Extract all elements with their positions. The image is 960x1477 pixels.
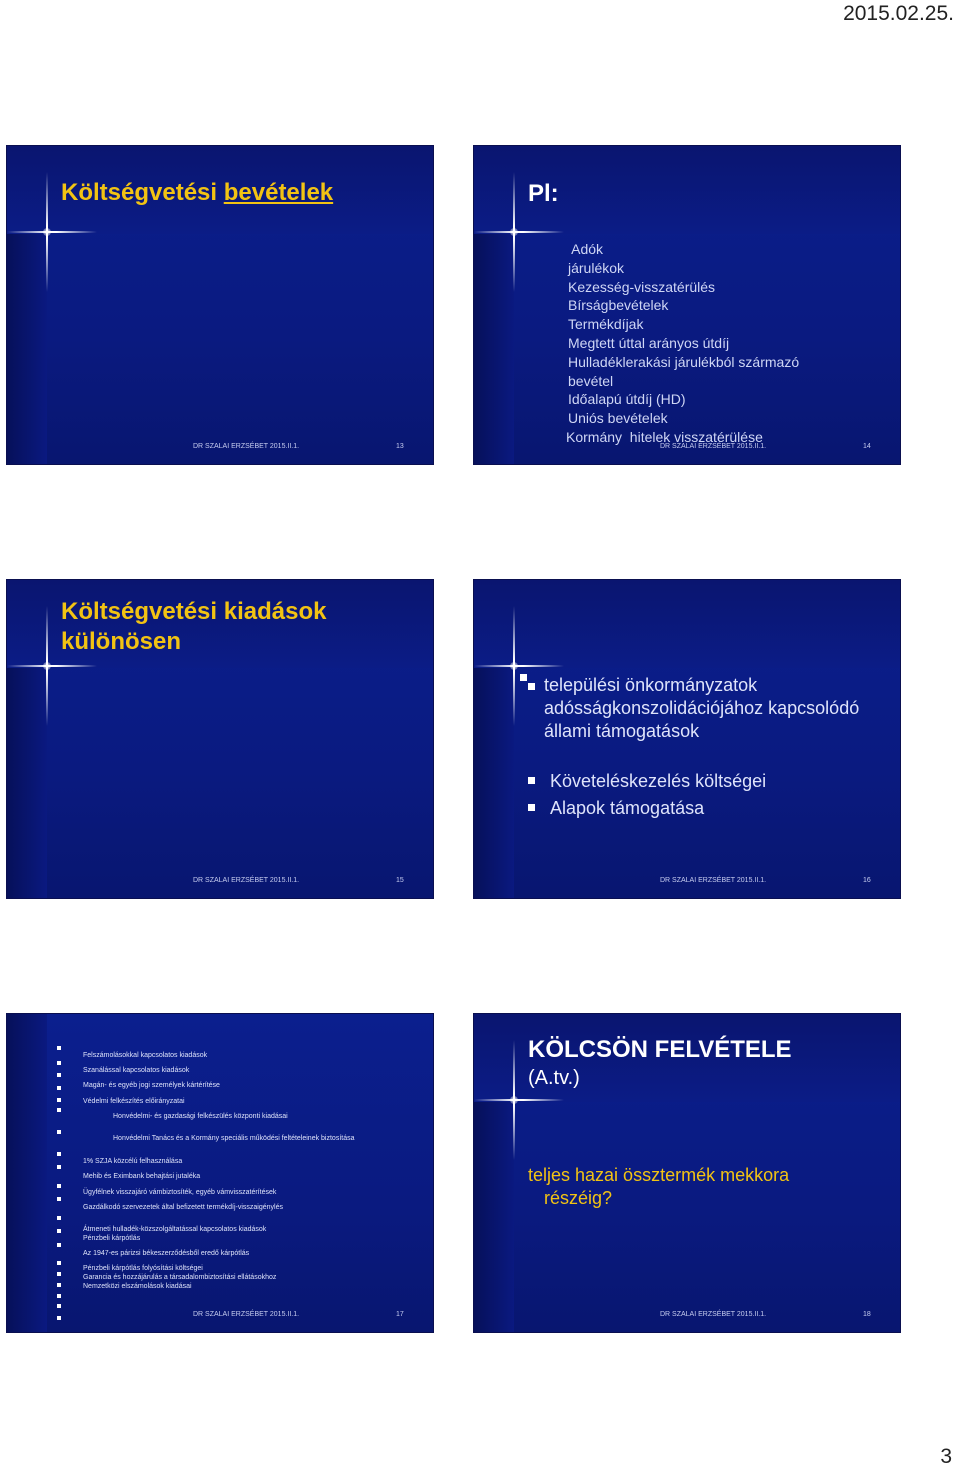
slide-number: 17 <box>396 1311 404 1318</box>
title-line: különösen <box>61 628 182 655</box>
bullet-icon <box>57 1283 61 1287</box>
bullet-icon <box>57 1197 61 1201</box>
bullet-icon <box>528 777 535 784</box>
list-item: Nemzetközi elszámolások kiadásai <box>83 1283 192 1290</box>
slide-author: DR SZALAI ERZSÉBET 2015.II.1. <box>193 1311 300 1318</box>
list-item: Magán- és egyéb jogi személyek kártérítése <box>83 1082 220 1089</box>
list-item: Gazdálkodó szervezetek által befizetett termékdíj-visszaigénylés <box>83 1204 283 1211</box>
slide-title <box>61 597 326 657</box>
list-item-text: adósságkonszolidációjához kapcsolódó <box>544 698 860 718</box>
list-item: Időalapú útdíj (HD) <box>568 391 686 408</box>
list-item: Adók <box>568 241 604 257</box>
slide-author: DR SZALAI ERZSÉBET 2015.II.1. <box>660 1311 767 1318</box>
sparkle-icon <box>43 228 51 236</box>
slide-title: KÖLCSÖN FELVÉTELE <box>528 1036 792 1063</box>
sparkle-icon <box>474 231 564 233</box>
slide-author: DR SZALAI ERZSÉBET 2015.II.1. <box>193 443 300 450</box>
list-item: Kezesség-visszatérülés <box>568 278 716 295</box>
list-item: járulékok <box>568 259 625 276</box>
bullet-icon <box>57 1294 61 1298</box>
sparkle-icon <box>474 1099 564 1101</box>
sparkle-icon <box>7 665 97 667</box>
list-item: bevétel <box>568 372 614 389</box>
bullet-icon <box>528 804 535 811</box>
slide-number: 18 <box>863 1311 871 1318</box>
list-item: Pénzbeli kárpótlás folyósítási költségei <box>83 1265 203 1272</box>
slide-author: DR SZALAI ERZSÉBET 2015.II.1. <box>193 877 300 884</box>
list-item <box>528 771 767 792</box>
list-item: Felszámolásokkal kapcsolatos kiadások <box>83 1052 208 1059</box>
list-item: Megtett úttal arányos útdíj <box>568 334 730 351</box>
bullet-icon <box>57 1165 61 1169</box>
title-link-text: bevételek <box>223 179 334 206</box>
bullet-icon <box>57 1086 61 1090</box>
sparkle-icon <box>7 231 97 233</box>
slide-title <box>61 178 333 208</box>
slide-number: 16 <box>863 877 871 884</box>
body-line: teljes hazai össztermék mekkora <box>528 1165 790 1185</box>
list-item: Honvédelmi Tanács és a Kormány speciális működési feltételeinek biztosítása <box>113 1135 355 1142</box>
bullet-icon <box>528 683 535 690</box>
bullet-icon <box>57 1261 61 1265</box>
list-item: Termékdíjak <box>568 316 644 333</box>
list-item: Hulladéklerakási járulékból származó <box>568 353 800 370</box>
page-date: 2015.02.25. <box>843 2 954 25</box>
title-text: Költségvetési <box>61 179 224 206</box>
bullet-icon <box>57 1229 61 1233</box>
sparkle-icon <box>510 1096 518 1104</box>
slide-18 <box>474 1014 900 1332</box>
slide-title: Pl: <box>528 180 559 207</box>
list-item: Védelmi felkészítés előirányzatai <box>83 1098 185 1105</box>
slide-16 <box>474 580 900 898</box>
bullet-icon <box>57 1184 61 1188</box>
list-item <box>520 674 859 743</box>
list-item-text: állami támogatások <box>544 721 700 741</box>
slide-number: 13 <box>396 443 404 450</box>
list-item: Az 1947-es párizsi békeszerződésből eredő kárpótlás <box>83 1250 250 1257</box>
list-item: 1% SZJA közcélú felhasználása <box>83 1158 183 1165</box>
list-item: Szanálással kapcsolatos kiadások <box>83 1067 190 1074</box>
bullet-icon <box>57 1108 61 1112</box>
list-item: Átmeneti hulladék-közszolgáltatással kapcsolatos kiadások <box>83 1226 267 1233</box>
bullet-icon <box>57 1272 61 1276</box>
slide-17 <box>7 1014 433 1332</box>
list-item: Mehib és Eximbank behajtási jutaléka <box>83 1173 201 1180</box>
slide-15 <box>7 580 433 898</box>
bullet-icon <box>57 1073 61 1077</box>
slide-number: 15 <box>396 877 404 884</box>
bullet-icon <box>57 1130 61 1134</box>
list-item: Ügyfélnek visszajáró vámbiztosíték, egyéb vámvisszatérítések <box>83 1189 277 1196</box>
bullet-icon <box>57 1152 61 1156</box>
list-item: Pénzbeli kárpótlás <box>83 1235 141 1242</box>
list-item: Kormány hitelek visszatérülése <box>566 428 763 445</box>
list-item-text: Követeléskezelés költségei <box>550 771 767 791</box>
bullet-icon <box>57 1046 61 1050</box>
list-item: Honvédelmi- és gazdasági felkészülés központi kiadásai <box>113 1113 288 1120</box>
slide-author: DR SZALAI ERZSÉBET 2015.II.1. <box>660 877 767 884</box>
bullet-icon <box>57 1061 61 1065</box>
sparkle-icon <box>474 665 564 667</box>
list-item-text: települési önkormányzatok <box>544 675 758 695</box>
slide-14 <box>474 146 900 464</box>
slide-body <box>528 1164 789 1210</box>
list-item: Bírságbevételek <box>568 297 669 314</box>
list-item-text: Alapok támogatása <box>550 798 705 818</box>
sparkle-icon <box>43 662 51 670</box>
bullet-icon <box>57 1098 61 1102</box>
slide-subtitle: (A.tv.) <box>528 1067 580 1089</box>
list-item <box>528 798 705 819</box>
slide-title-band <box>474 580 900 668</box>
slide-number: 14 <box>863 443 871 450</box>
bullet-icon <box>57 1216 61 1220</box>
revenue-list <box>568 240 799 447</box>
sparkle-icon <box>510 662 518 670</box>
bullet-icon <box>57 1316 61 1320</box>
expense-list <box>520 674 859 743</box>
bullet-icon <box>57 1243 61 1247</box>
bullet-icon <box>57 1304 61 1308</box>
slide-author: DR SZALAI ERZSÉBET 2015.II.1. <box>660 443 767 450</box>
slide-13 <box>7 146 433 464</box>
list-item: Garancia és hozzájárulás a társadalombiztosítási ellátásokhoz <box>83 1274 277 1281</box>
page-number: 3 <box>940 1445 952 1468</box>
body-line: részéig? <box>544 1188 613 1208</box>
list-item: Uniós bevételek <box>568 410 668 427</box>
slide-left-bar <box>7 1014 47 1332</box>
sparkle-icon <box>510 228 518 236</box>
title-line: Költségvetési kiadások <box>61 598 327 625</box>
